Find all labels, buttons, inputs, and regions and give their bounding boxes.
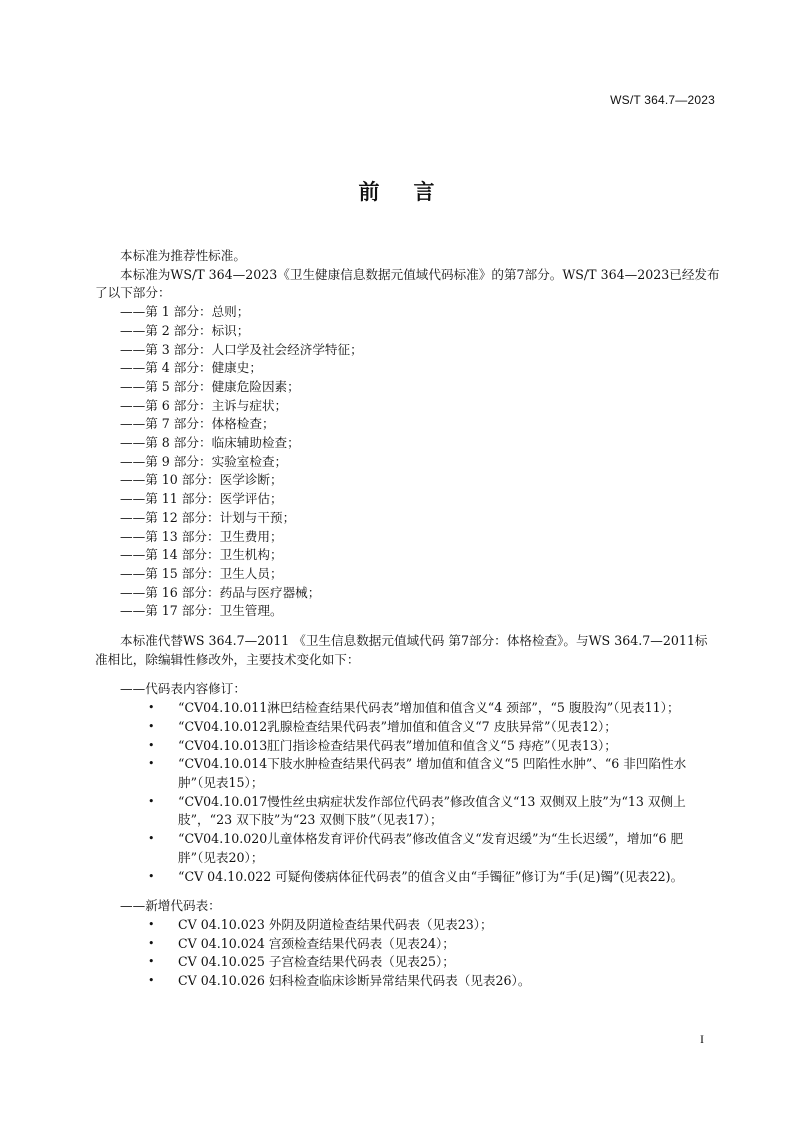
list-item-text: “CV04.10.012乳腺检查结果代码表”增加值和值含义“7 皮肤异常”（见表12）；	[178, 718, 617, 734]
part-item: ——第 17 部分：卫生管理。	[120, 603, 283, 619]
list-item	[95, 737, 720, 756]
part-item: ——第 1 部分：总则；	[120, 304, 250, 320]
new-tables-list	[95, 916, 720, 991]
bullet-icon: •	[148, 955, 155, 969]
list-item	[95, 916, 720, 935]
document-body	[95, 247, 720, 991]
part-item: ——第 11 部分：医学评估；	[120, 491, 283, 507]
part-item: ——第 13 部分：卫生费用；	[120, 528, 283, 544]
bullet-icon: •	[148, 974, 155, 988]
part-item: ——第 2 部分：标识；	[120, 322, 250, 338]
intro-paragraph-1: 本标准为推荐性标准。	[120, 248, 246, 263]
intro-paragraph-2: 本标准为WS/T 364—2023《卫生健康信息数据元值域代码标准》的第7部分。WS/T 364—2023已经发布了以下部分：	[95, 266, 720, 301]
replacement-paragraph: 本标准代替WS 364.7—2011 《卫生信息数据元值域代码 第7部分：体格检查》。与WS 364.7—2011标准相比，除编辑性修改外，主要技术变化如下：	[95, 633, 708, 667]
list-item	[95, 953, 720, 972]
list-item	[95, 972, 720, 991]
part-item: ——第 12 部分：计划与干预；	[120, 509, 296, 525]
bullet-icon: •	[148, 794, 155, 808]
bullet-icon: •	[148, 936, 155, 950]
part-item: ——第 6 部分：主诉与症状；	[120, 397, 288, 413]
list-item-text: “CV04.10.011淋巴结检查结果代码表”增加值和值含义“4 颈部”，“5 腹股沟”（见表11）；	[178, 700, 680, 716]
list-item-text: “CV04.10.020儿童体格发育评价代码表”修改值含义“发育迟缓”为“生长迟缓”，增加“6 肥胖”（见表20）；	[178, 831, 684, 865]
list-item	[95, 699, 720, 718]
part-item: ——第 10 部分：医学诊断；	[120, 472, 283, 488]
list-item	[95, 755, 720, 792]
bullet-icon: •	[148, 832, 155, 846]
list-item	[95, 718, 720, 737]
list-item-text: CV 04.10.025 子宫检查结果代码表（见表25）；	[178, 954, 455, 970]
bullet-icon: •	[148, 719, 155, 733]
page-title: 前言	[358, 180, 469, 204]
bullet-icon: •	[148, 738, 155, 752]
list-item	[95, 868, 720, 887]
revisions-list	[95, 699, 720, 886]
part-item: ——第 4 部分：健康史；	[120, 360, 262, 376]
parts-list	[95, 303, 720, 621]
list-item	[95, 935, 720, 954]
bullet-icon: •	[148, 917, 155, 931]
standard-number: WS/T 364.7—2023	[610, 93, 715, 107]
part-item: ——第 9 部分：实验室检查；	[120, 453, 288, 469]
page-number: I	[700, 1032, 704, 1046]
part-item: ——第 16 部分：药品与医疗器械；	[120, 584, 321, 600]
list-item-text: “CV04.10.014下肢水肿检查结果代码表” 增加值和值含义“5 凹陷性水肿”、“6 非凹陷性水肿”（见表15）；	[178, 756, 687, 790]
bullet-icon: •	[148, 869, 155, 883]
part-item: ——第 3 部分：人口学及社会经济学特征；	[120, 341, 363, 357]
list-item-text: CV 04.10.026 妇科检查临床诊断异常结果代码表（见表26）。	[178, 973, 531, 989]
part-item: ——第 15 部分：卫生人员；	[120, 565, 283, 581]
part-item: ——第 8 部分：临床辅助检查；	[120, 435, 300, 451]
list-item-text: CV 04.10.024 宫颈检查结果代码表（见表24）；	[178, 935, 455, 951]
new-tables-heading: ——新增代码表：	[120, 898, 221, 914]
list-item-text: “CV04.10.017慢性丝虫病症状发作部位代码表”修改值含义“13 双侧双上肢”为“13 双侧上肢”，“23 双下肢”为“23 双侧下肢”（见表17）；	[178, 793, 686, 828]
list-item-text: “CV04.10.013肛门指诊检查结果代码表”增加值和值含义“5 痔疮”（见表13）；	[178, 737, 617, 753]
part-item: ——第 7 部分：体格检查；	[120, 416, 275, 432]
list-item-text: CV 04.10.023 外阴及阴道检查结果代码表（见表23）；	[178, 916, 493, 932]
list-item	[95, 793, 720, 830]
revisions-heading: ——代码表内容修订：	[120, 681, 246, 697]
list-item	[95, 830, 720, 867]
part-item: ——第 14 部分：卫生机构；	[120, 547, 283, 563]
list-item-text: “CV 04.10.022 可疑佝偻病体征代码表”的值含义由“手镯征”修订为“手(足)镯”(见表22)。	[178, 868, 684, 884]
bullet-icon: •	[148, 701, 155, 715]
part-item: ——第 5 部分：健康危险因素；	[120, 378, 300, 394]
bullet-icon: •	[148, 757, 155, 771]
